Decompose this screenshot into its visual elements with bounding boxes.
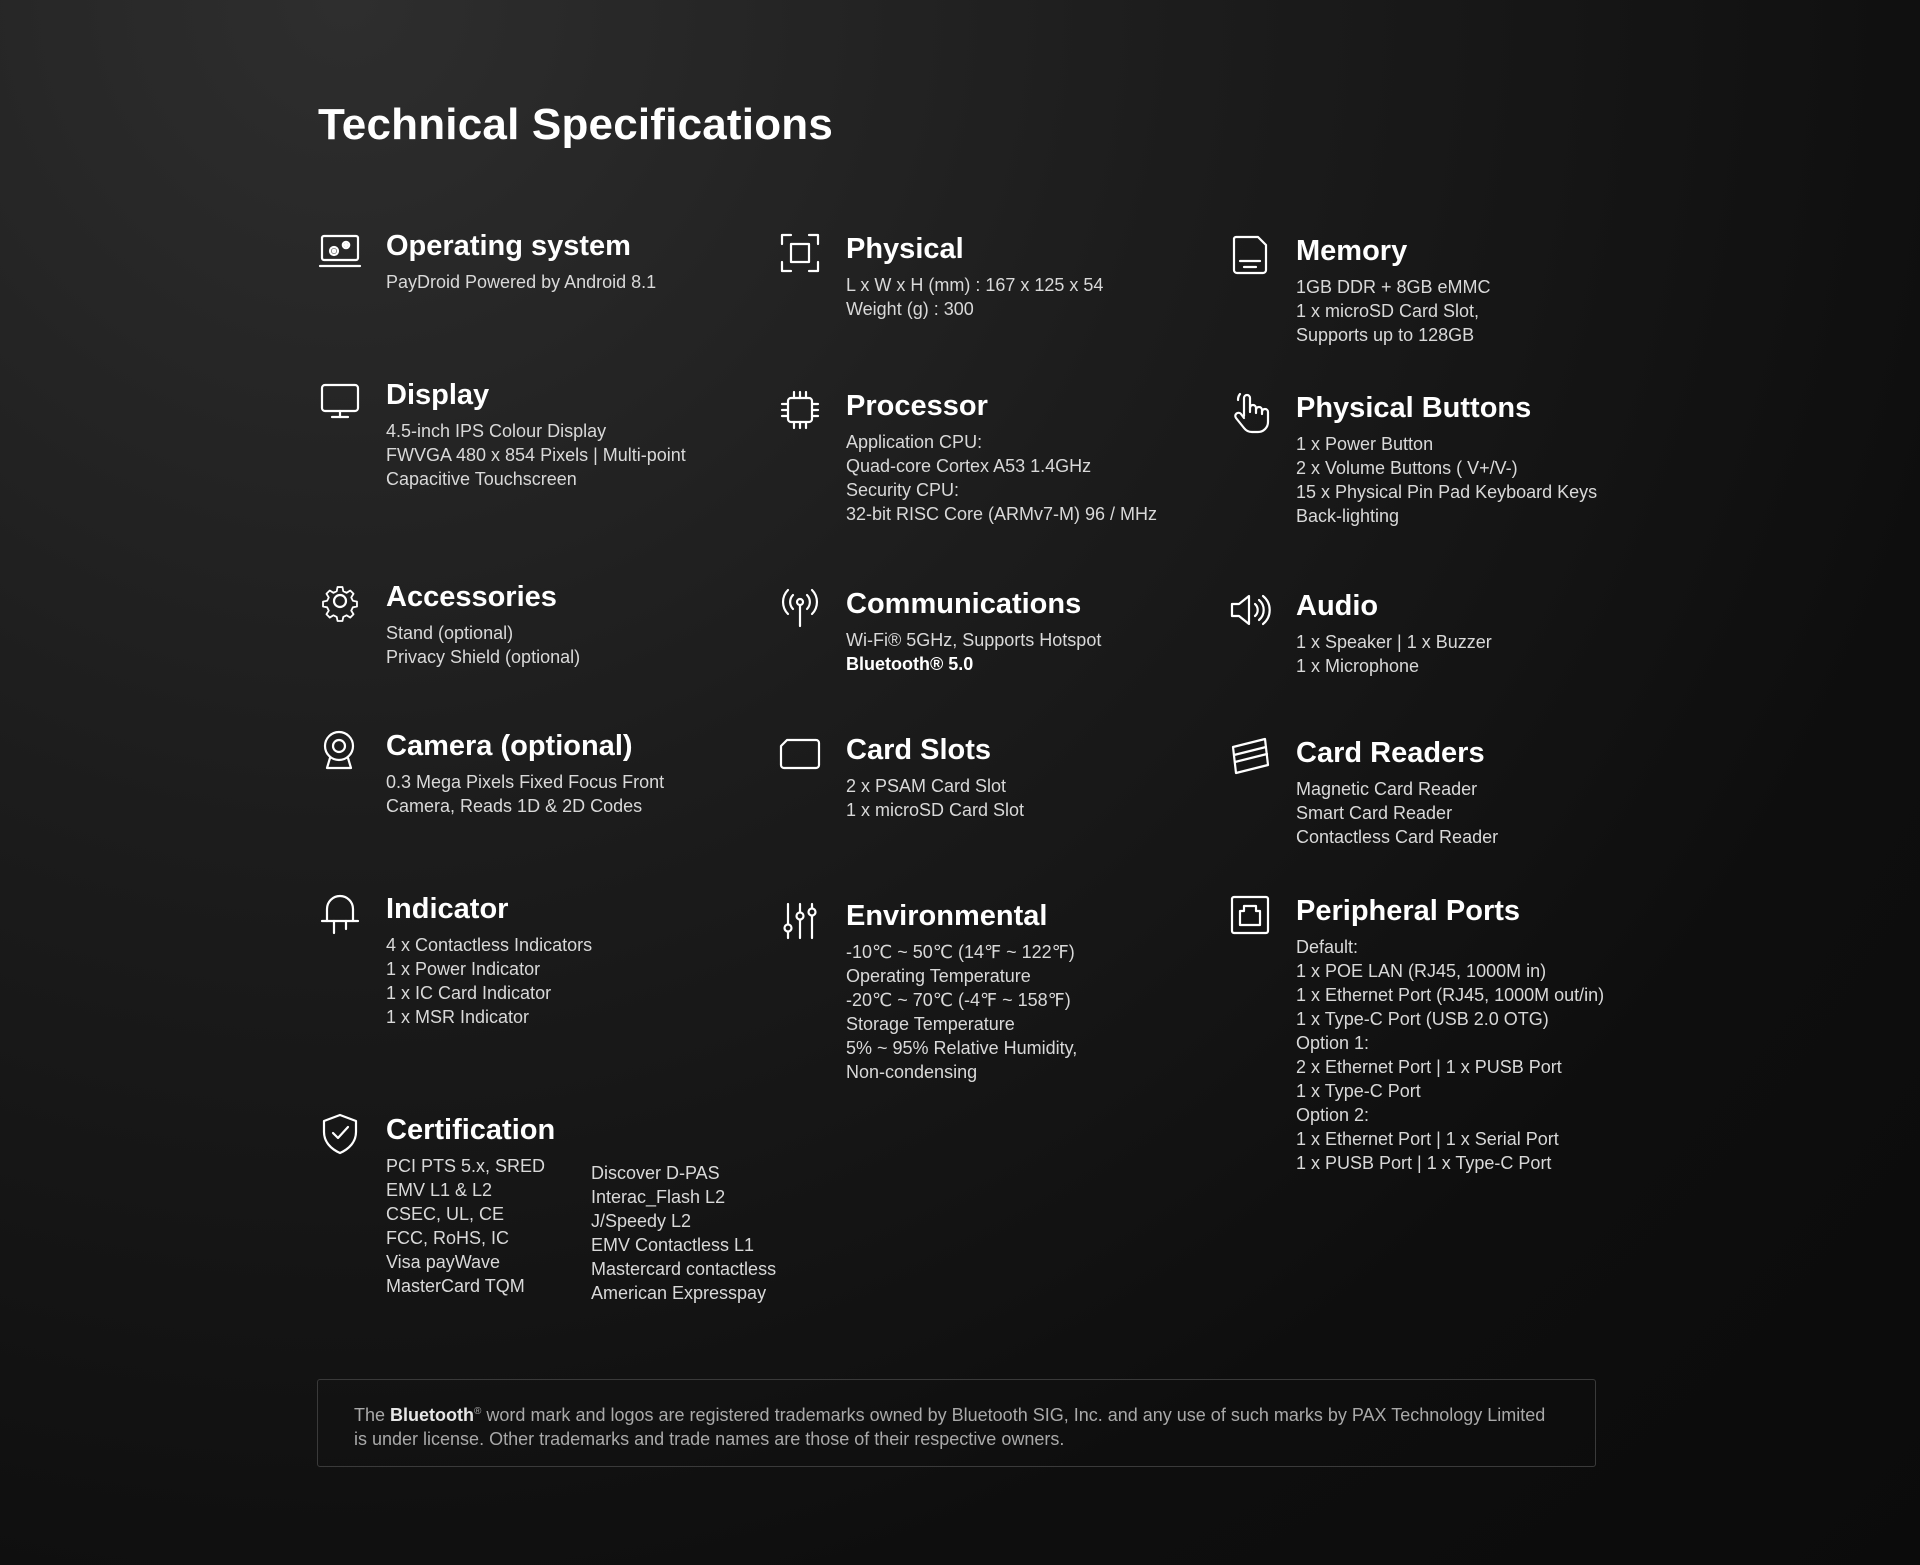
monitor-icon <box>318 377 362 421</box>
spec-lines <box>1296 432 1656 528</box>
spec-title: Indicator <box>386 893 509 925</box>
spec-lines <box>386 933 746 1029</box>
spec-line: 1 x PUSB Port | 1 x Type-C Port <box>1296 1153 1552 1173</box>
spec-line: -20℃ ~ 70℃ (-4℉ ~ 158℉) <box>846 990 1071 1010</box>
spec-line: 1 x Speaker | 1 x Buzzer <box>1296 632 1492 652</box>
spec-line: MasterCard TQM <box>386 1276 525 1296</box>
spec-line: 1 x IC Card Indicator <box>386 983 552 1003</box>
speaker-icon <box>1228 588 1272 632</box>
spec-line: Application CPU: <box>846 432 983 452</box>
spec-line: PayDroid Powered by Android 8.1 <box>386 272 657 292</box>
spec-title: Processor <box>846 390 988 422</box>
spec-line: 1 x MSR Indicator <box>386 1007 530 1027</box>
spec-lines <box>386 621 746 669</box>
card-reader-icon <box>1228 735 1272 779</box>
spec-line: Operating Temperature <box>846 966 1031 986</box>
spec-title: Accessories <box>386 581 557 613</box>
footnote-prefix: The <box>354 1405 386 1425</box>
certification-col-2 <box>591 1161 796 1305</box>
spec-lines <box>386 270 746 294</box>
hand-pointer-icon <box>1228 390 1272 434</box>
spec-line: 15 x Physical Pin Pad Keyboard Keys <box>1296 482 1598 502</box>
spec-line: 1 x Type-C Port (USB 2.0 OTG) <box>1296 1009 1549 1029</box>
spec-line: Capacitive Touchscreen <box>386 469 577 489</box>
spec-line: Camera, Reads 1D & 2D Codes <box>386 796 643 816</box>
spec-line: 2 x Volume Buttons ( V+/V-) <box>1296 458 1518 478</box>
spec-line: Privacy Shield (optional) <box>386 647 581 667</box>
sliders-icon <box>778 898 822 942</box>
certification-columns <box>386 1154 866 1305</box>
spec-line: 32-bit RISC Core (ARMv7-M) 96 / MHz <box>846 504 1158 524</box>
spec-lines <box>846 628 1206 676</box>
led-indicator-icon <box>318 891 362 935</box>
bluetooth-version: Bluetooth® 5.0 <box>846 654 974 674</box>
spec-line: Smart Card Reader <box>1296 803 1453 823</box>
spec-line: Back-lighting <box>1296 506 1400 526</box>
spec-lines <box>386 770 746 818</box>
spec-line: Visa payWave <box>386 1252 501 1272</box>
spec-lines <box>1296 935 1656 1175</box>
spec-lines <box>386 419 746 491</box>
spec-title: Environmental <box>846 900 1048 932</box>
spec-line: 1 x Ethernet Port (RJ45, 1000M out/in) <box>1296 985 1605 1005</box>
spec-line: L x W x H (mm) : 167 x 125 x 54 <box>846 275 1104 295</box>
spec-title: Audio <box>1296 590 1379 622</box>
spec-line: Stand (optional) <box>386 623 514 643</box>
spec-line: 1 x Power Button <box>1296 434 1434 454</box>
spec-line: CSEC, UL, CE <box>386 1204 505 1224</box>
spec-line: Storage Temperature <box>846 1014 1015 1034</box>
spec-lines <box>1296 777 1656 849</box>
spec-title: Card Slots <box>846 734 992 766</box>
footnote-registered-mark: ® <box>474 1406 482 1417</box>
spec-line: Discover D-PAS <box>591 1163 720 1183</box>
spec-lines <box>846 940 1206 1084</box>
spec-line: EMV L1 & L2 <box>386 1180 493 1200</box>
spec-lines <box>846 430 1206 526</box>
spec-line: FWVGA 480 x 854 Pixels | Multi-point <box>386 445 686 465</box>
spec-title: Communications <box>846 588 1082 620</box>
spec-line: 1 x POE LAN (RJ45, 1000M in) <box>1296 961 1547 981</box>
spec-line: 1GB DDR + 8GB eMMC <box>1296 277 1491 297</box>
spec-line: Security CPU: <box>846 480 960 500</box>
spec-title: Certification <box>386 1114 556 1146</box>
spec-line: FCC, RoHS, IC <box>386 1228 510 1248</box>
spec-title: Camera (optional) <box>386 730 633 762</box>
ethernet-port-icon <box>1228 893 1272 937</box>
spec-lines <box>846 273 1206 321</box>
spec-line: Interac_Flash L2 <box>591 1187 726 1207</box>
dimensions-icon <box>778 231 822 275</box>
os-gears-icon <box>318 228 362 272</box>
spec-line: American Expresspay <box>591 1283 767 1303</box>
spec-title: Physical Buttons <box>1296 392 1532 424</box>
spec-title: Display <box>386 379 490 411</box>
card-slot-icon <box>778 732 822 776</box>
gear-icon <box>318 579 362 623</box>
spec-line: Contactless Card Reader <box>1296 827 1499 847</box>
spec-line: Option 1: <box>1296 1033 1370 1053</box>
page-title: Technical Specifications <box>318 100 834 149</box>
spec-line: Non-condensing <box>846 1062 978 1082</box>
trademark-footnote <box>317 1379 1596 1467</box>
spec-line: -10℃ ~ 50℃ (14℉ ~ 122℉) <box>846 942 1075 962</box>
spec-line: Quad-core Cortex A53 1.4GHz <box>846 456 1092 476</box>
spec-title: Memory <box>1296 235 1408 267</box>
webcam-icon <box>318 728 362 772</box>
spec-line: 2 x PSAM Card Slot <box>846 776 1007 796</box>
spec-line: 4.5-inch IPS Colour Display <box>386 421 607 441</box>
memory-card-icon <box>1228 233 1272 277</box>
spec-line: Supports up to 128GB <box>1296 325 1475 345</box>
antenna-signal-icon <box>778 586 822 630</box>
spec-line: Magnetic Card Reader <box>1296 779 1478 799</box>
spec-line: 1 x Ethernet Port | 1 x Serial Port <box>1296 1129 1559 1149</box>
spec-line: Option 2: <box>1296 1105 1370 1125</box>
spec-line: Mastercard contactless <box>591 1259 777 1279</box>
spec-line: 1 x Power Indicator <box>386 959 541 979</box>
spec-line: 2 x Ethernet Port | 1 x PUSB Port <box>1296 1057 1562 1077</box>
spec-title: Operating system <box>386 230 631 262</box>
spec-lines <box>1296 630 1656 678</box>
spec-line: EMV Contactless L1 <box>591 1235 755 1255</box>
spec-title: Physical <box>846 233 964 265</box>
spec-line: Weight (g) : 300 <box>846 299 974 319</box>
certification-col-1 <box>386 1154 591 1305</box>
communications-lines <box>846 628 1206 652</box>
spec-line: Default: <box>1296 937 1359 957</box>
spec-title: Peripheral Ports <box>1296 895 1521 927</box>
spec-line: 1 x Type-C Port <box>1296 1081 1421 1101</box>
spec-line: 4 x Contactless Indicators <box>386 935 593 955</box>
spec-lines <box>1296 275 1656 347</box>
spec-title: Card Readers <box>1296 737 1485 769</box>
spec-line: 1 x microSD Card Slot, <box>1296 301 1480 321</box>
spec-line: Wi-Fi® 5GHz, Supports Hotspot <box>846 630 1102 650</box>
shield-check-icon <box>318 1112 362 1156</box>
spec-lines <box>846 774 1206 822</box>
spec-line: J/Speedy L2 <box>591 1211 692 1231</box>
spec-line: 5% ~ 95% Relative Humidity, <box>846 1038 1078 1058</box>
footnote-text: word mark and logos are registered trademarks owned by Bluetooth SIG, Inc. and any use of such marks by PAX Technology Limited is under license. Other trademarks and trade names are those of their respective owners. <box>354 1405 1546 1449</box>
spec-line: 0.3 Mega Pixels Fixed Focus Front <box>386 772 665 792</box>
cpu-chip-icon <box>778 388 822 432</box>
spec-line: 1 x Microphone <box>1296 656 1420 676</box>
spec-line: 1 x microSD Card Slot <box>846 800 1025 820</box>
spec-line: PCI PTS 5.x, SRED <box>386 1156 546 1176</box>
footnote-brand: Bluetooth <box>390 1405 475 1425</box>
